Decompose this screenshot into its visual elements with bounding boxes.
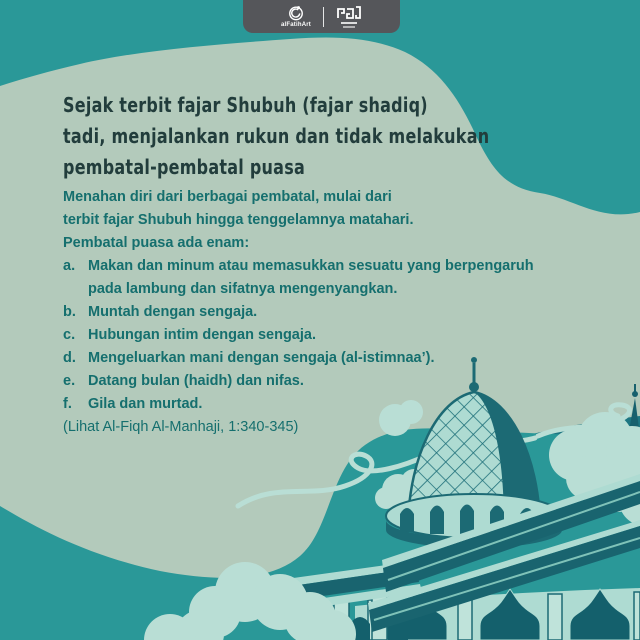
kufic-caption-line-2 [343, 26, 355, 28]
poster-body [63, 186, 541, 439]
list-text: Datang bulan (haidh) dan nifas. [88, 373, 304, 389]
heading-line-3: pembatal-pembatal puasa [63, 155, 306, 179]
kufic-caption-line [341, 22, 357, 24]
list-marker: f. [63, 396, 72, 412]
list-item-b [63, 301, 541, 324]
kufic-logo [336, 5, 362, 28]
square-kufic-mdc-icon [336, 5, 362, 20]
list-marker: c. [63, 327, 76, 343]
list-marker: d. [63, 350, 76, 366]
alfatihart-label: alFatihArt [280, 22, 311, 28]
list-text: Makan dan minum atau memasukkan sesuatu yang berpengaruh pada lambung dan sifatnya mengenyangkan. [88, 258, 534, 297]
intro-line-3: Pembatal puasa ada enam: [63, 235, 250, 251]
list-item-a [63, 255, 541, 301]
list-text: Mengeluarkan mani dengan sengaja (al-istimnaa’). [88, 350, 435, 366]
poster-heading [63, 90, 596, 183]
intro-line-1: Menahan diri dari berbagai pembatal, mulai dari [63, 189, 392, 205]
list-marker: b. [63, 304, 76, 320]
list-text: Gila dan murtad. [88, 396, 203, 412]
list-item-d [63, 347, 541, 370]
list-item-f [63, 393, 541, 416]
intro-line-2: terbit fajar Shubuh hingga tenggelamnya matahari. [63, 212, 414, 228]
list-item-e [63, 370, 541, 393]
list-text: Hubungan intim dengan sengaja. [88, 327, 316, 343]
alfatihart-circle-icon [288, 5, 304, 21]
logo-badge [243, 0, 400, 33]
list-text: Muntah dengan sengaja. [88, 304, 258, 320]
citation: (Lihat Al-Fiqh Al-Manhaji, 1:340-345) [63, 419, 299, 435]
heading-line-2: tadi, menjalankan rukun dan tidak melakukan [63, 124, 490, 148]
alfatihart-logo [281, 5, 311, 28]
heading-line-1: Sejak terbit fajar Shubuh (fajar shadiq) [63, 93, 428, 117]
badge-divider [323, 7, 324, 27]
list-marker: e. [63, 373, 76, 389]
list-item-c [63, 324, 541, 347]
list-marker: a. [63, 258, 76, 274]
